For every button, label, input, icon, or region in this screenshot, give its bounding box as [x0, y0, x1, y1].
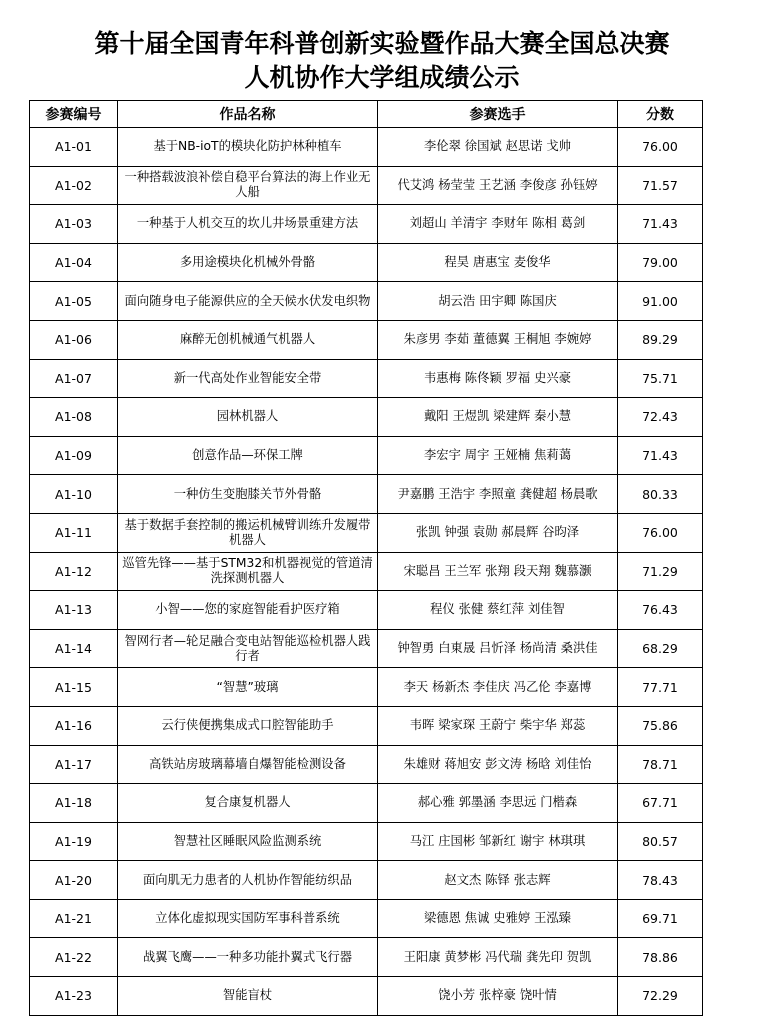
table-row — [30, 977, 703, 1016]
cell-id: A1-16 — [30, 706, 118, 745]
cell-work: 麻醉无创机械通气机器人 — [118, 320, 378, 359]
cell-members: 韦晖 梁家琛 王蔚宁 柴宇华 郑蕊 — [378, 706, 618, 745]
cell-members: 李天 杨新杰 李佳庆 冯乙伦 李嘉博 — [378, 668, 618, 707]
cell-members: 戴阳 王煜凯 梁建辉 秦小慧 — [378, 398, 618, 437]
cell-members: 胡云浩 田宇卿 陈国庆 — [378, 282, 618, 321]
table-row — [30, 320, 703, 359]
cell-id: A1-03 — [30, 205, 118, 244]
cell-id: A1-14 — [30, 629, 118, 668]
cell-members: 郝心雅 郭墨涵 李思远 门楷森 — [378, 784, 618, 823]
cell-work: 面向随身电子能源供应的全天候水伏发电织物 — [118, 282, 378, 321]
cell-members: 赵文杰 陈铎 张志辉 — [378, 861, 618, 900]
cell-work: 多用途模块化机械外骨骼 — [118, 243, 378, 282]
cell-score: 91.00 — [618, 282, 703, 321]
cell-work: “智慧”玻璃 — [118, 668, 378, 707]
cell-id: A1-23 — [30, 977, 118, 1016]
cell-id: A1-10 — [30, 475, 118, 514]
page-title: 第十届全国青年科普创新实验暨作品大赛全国总决赛 — [94, 29, 670, 58]
cell-score: 89.29 — [618, 320, 703, 359]
table-row — [30, 745, 703, 784]
cell-members: 钟智勇 白東晟 吕忻泽 杨尚清 桑洪佳 — [378, 629, 618, 668]
cell-score: 76.43 — [618, 591, 703, 630]
table-row — [30, 552, 703, 591]
cell-work: 面向肌无力患者的人机协作智能纺织品 — [118, 861, 378, 900]
cell-members: 朱彦男 李茹 董德翼 王桐旭 李婉婷 — [378, 320, 618, 359]
header-score: 分数 — [618, 101, 703, 128]
cell-work: 基于数据手套控制的搬运机械臂训练升发履带机器人 — [118, 513, 378, 552]
cell-score: 69.71 — [618, 899, 703, 938]
table-row — [30, 668, 703, 707]
cell-work: 园林机器人 — [118, 398, 378, 437]
cell-id: A1-01 — [30, 128, 118, 167]
cell-members: 刘超山 羊清宇 李财年 陈相 葛剑 — [378, 205, 618, 244]
cell-members: 宋聪昌 王兰军 张翔 段天翔 魏慕灏 — [378, 552, 618, 591]
cell-work: 复合康复机器人 — [118, 784, 378, 823]
cell-work: 智网行者—轮足融合变电站智能巡检机器人践行者 — [118, 629, 378, 668]
cell-score: 72.29 — [618, 977, 703, 1016]
cell-work: 一种仿生变胞膝关节外骨骼 — [118, 475, 378, 514]
cell-id: A1-12 — [30, 552, 118, 591]
page-subtitle: 人机协作大学组成绩公示 — [244, 63, 520, 92]
cell-members: 韦惠梅 陈佟颖 罗福 史兴豪 — [378, 359, 618, 398]
cell-id: A1-22 — [30, 938, 118, 977]
table-row — [30, 166, 703, 205]
cell-members: 李宏宇 周宇 王娅楠 焦莉蔼 — [378, 436, 618, 475]
cell-members: 梁德恩 焦诚 史雅婷 王泓臻 — [378, 899, 618, 938]
cell-score: 80.57 — [618, 822, 703, 861]
header-members: 参赛选手 — [378, 101, 618, 128]
cell-work: 一种基于人机交互的坎儿井场景重建方法 — [118, 205, 378, 244]
cell-score: 79.00 — [618, 243, 703, 282]
header-id: 参赛编号 — [30, 101, 118, 128]
cell-id: A1-19 — [30, 822, 118, 861]
cell-score: 76.00 — [618, 128, 703, 167]
cell-work: 基于NB-ioT的模块化防护林种植车 — [118, 128, 378, 167]
cell-work: 战翼飞鹰——一种多功能扑翼式飞行器 — [118, 938, 378, 977]
table-row — [30, 513, 703, 552]
cell-members: 王阳康 黄梦彬 冯代瑞 龚先印 贺凯 — [378, 938, 618, 977]
table-row — [30, 706, 703, 745]
cell-members: 马江 庄国彬 邹新红 谢宇 林琪琪 — [378, 822, 618, 861]
cell-work: 智慧社区睡眠风险监测系统 — [118, 822, 378, 861]
cell-members: 程仪 张健 蔡红萍 刘佳智 — [378, 591, 618, 630]
cell-score: 71.43 — [618, 205, 703, 244]
cell-id: A1-17 — [30, 745, 118, 784]
cell-score: 76.00 — [618, 513, 703, 552]
cell-score: 71.57 — [618, 166, 703, 205]
table-row — [30, 861, 703, 900]
table-row — [30, 629, 703, 668]
cell-score: 75.86 — [618, 706, 703, 745]
cell-id: A1-13 — [30, 591, 118, 630]
cell-members: 张凯 钟强 袁勋 郝晨辉 谷昀泽 — [378, 513, 618, 552]
table-row — [30, 591, 703, 630]
cell-id: A1-20 — [30, 861, 118, 900]
cell-score: 80.33 — [618, 475, 703, 514]
table-row — [30, 938, 703, 977]
cell-members: 饶小芳 张梓豪 饶叶情 — [378, 977, 618, 1016]
table-header-row — [30, 101, 703, 128]
cell-score: 68.29 — [618, 629, 703, 668]
cell-members: 代艾鸿 杨莹莹 王艺涵 李俊彦 孙钰婷 — [378, 166, 618, 205]
table-row — [30, 899, 703, 938]
table-row — [30, 282, 703, 321]
cell-id: A1-04 — [30, 243, 118, 282]
cell-work: 小智——您的家庭智能看护医疗箱 — [118, 591, 378, 630]
table-row — [30, 784, 703, 823]
table-row — [30, 205, 703, 244]
cell-score: 75.71 — [618, 359, 703, 398]
cell-work: 一种搭载波浪补偿自稳平台算法的海上作业无人船 — [118, 166, 378, 205]
cell-members: 尹嘉鹏 王浩宇 李照童 龚健超 杨晨歌 — [378, 475, 618, 514]
cell-score: 77.71 — [618, 668, 703, 707]
cell-work: 立体化虚拟现实国防军事科普系统 — [118, 899, 378, 938]
cell-id: A1-15 — [30, 668, 118, 707]
cell-work: 云行侠便携集成式口腔智能助手 — [118, 706, 378, 745]
table-row — [30, 475, 703, 514]
cell-score: 78.71 — [618, 745, 703, 784]
table-body — [30, 128, 703, 1016]
cell-work: 创意作品—环保工牌 — [118, 436, 378, 475]
cell-work: 高铁站房玻璃幕墙自爆智能检测设备 — [118, 745, 378, 784]
cell-id: A1-05 — [30, 282, 118, 321]
cell-score: 71.43 — [618, 436, 703, 475]
table-row — [30, 359, 703, 398]
cell-score: 78.86 — [618, 938, 703, 977]
cell-id: A1-21 — [30, 899, 118, 938]
cell-members: 朱雄财 蒋旭安 彭文涛 杨晗 刘佳怡 — [378, 745, 618, 784]
cell-id: A1-18 — [30, 784, 118, 823]
table-row — [30, 822, 703, 861]
cell-score: 78.43 — [618, 861, 703, 900]
header-work: 作品名称 — [118, 101, 378, 128]
cell-score: 72.43 — [618, 398, 703, 437]
cell-id: A1-09 — [30, 436, 118, 475]
cell-id: A1-02 — [30, 166, 118, 205]
cell-work: 智能盲杖 — [118, 977, 378, 1016]
table-row — [30, 398, 703, 437]
cell-work: 新一代高处作业智能安全带 — [118, 359, 378, 398]
cell-id: A1-08 — [30, 398, 118, 437]
table-row — [30, 243, 703, 282]
cell-members: 程昊 唐惠宝 麦俊华 — [378, 243, 618, 282]
results-table — [29, 100, 703, 1016]
cell-id: A1-11 — [30, 513, 118, 552]
cell-id: A1-07 — [30, 359, 118, 398]
cell-score: 67.71 — [618, 784, 703, 823]
cell-score: 71.29 — [618, 552, 703, 591]
cell-id: A1-06 — [30, 320, 118, 359]
cell-members: 李伦翠 徐国斌 赵思诺 戈帅 — [378, 128, 618, 167]
table-row — [30, 436, 703, 475]
cell-work: 巡管先锋——基于STM32和机器视觉的管道清洗探测机器人 — [118, 552, 378, 591]
table-row — [30, 128, 703, 167]
